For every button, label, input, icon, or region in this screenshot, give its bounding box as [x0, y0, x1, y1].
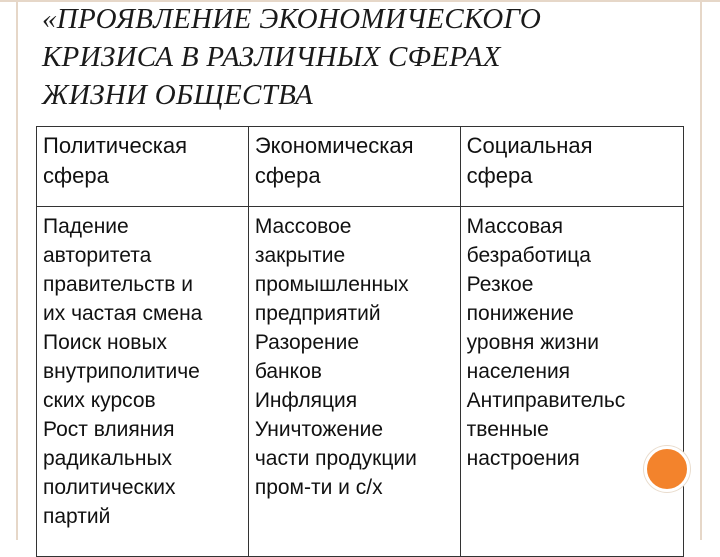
cell-line: Массовое	[254, 215, 352, 238]
cell-line: Рост влияния	[43, 418, 175, 441]
cell-line: партий	[43, 505, 111, 528]
cell-line: Резкое	[466, 273, 534, 296]
header-line: сфера	[254, 163, 321, 188]
cell-line: ских курсов	[43, 389, 156, 412]
cell-line: части продукции	[254, 447, 417, 470]
title-line-1: «ПРОЯВЛЕНИЕ ЭКОНОМИЧЕСКОГО	[42, 3, 542, 35]
cell-line: предприятий	[254, 302, 381, 325]
header-line: Экономическая	[254, 133, 414, 158]
cell-line: настроения	[466, 447, 580, 470]
cell-line: понижение	[466, 302, 574, 325]
cell-line: их частая смена	[43, 302, 203, 325]
cell-line: правительств и	[43, 273, 194, 296]
cell-line: закрытие	[254, 244, 346, 267]
table-body-row	[37, 207, 684, 557]
cell-line: пром-ти и с/х	[254, 476, 383, 499]
header-cell-political	[37, 127, 249, 207]
spheres-table	[36, 126, 684, 557]
cell-line: банков	[254, 360, 322, 383]
cell-line: Массовая	[466, 215, 563, 238]
cell-line: внутриполитиче	[43, 360, 200, 383]
cell-political	[37, 207, 249, 557]
cell-economic	[248, 207, 460, 557]
cell-social	[460, 207, 683, 557]
cell-line: Поиск новых	[43, 331, 168, 354]
title-line-3: ЖИЗНИ ОБЩЕСТВА	[42, 79, 314, 111]
cell-line: твенные	[466, 418, 549, 441]
header-line: сфера	[43, 163, 109, 188]
cell-line: промышленных	[254, 273, 409, 296]
accent-circle-decoration	[644, 446, 690, 492]
cell-line: безработица	[466, 244, 591, 267]
cell-line: Уничтожение	[254, 418, 384, 441]
cell-line: политических	[43, 476, 176, 499]
table-header-row	[37, 127, 684, 207]
cell-line: Разорение	[254, 331, 360, 354]
cell-line: Падение	[43, 215, 129, 238]
header-line: Социальная	[466, 133, 593, 158]
cell-line: Антиправительс	[466, 389, 626, 412]
title-line-2: КРИЗИСА В РАЗЛИЧНЫХ СФЕРАХ	[42, 41, 501, 73]
header-cell-social	[460, 127, 683, 207]
cell-line: населения	[466, 360, 571, 383]
header-line: Политическая	[43, 133, 188, 158]
slide-title	[42, 0, 702, 114]
header-cell-economic	[248, 127, 460, 207]
cell-line: радикальных	[43, 447, 173, 470]
frame-left-line	[16, 0, 18, 540]
header-line: сфера	[466, 163, 533, 188]
cell-line: уровня жизни	[466, 331, 599, 354]
cell-line: Инфляция	[254, 389, 358, 412]
cell-line: авторитета	[43, 244, 152, 267]
